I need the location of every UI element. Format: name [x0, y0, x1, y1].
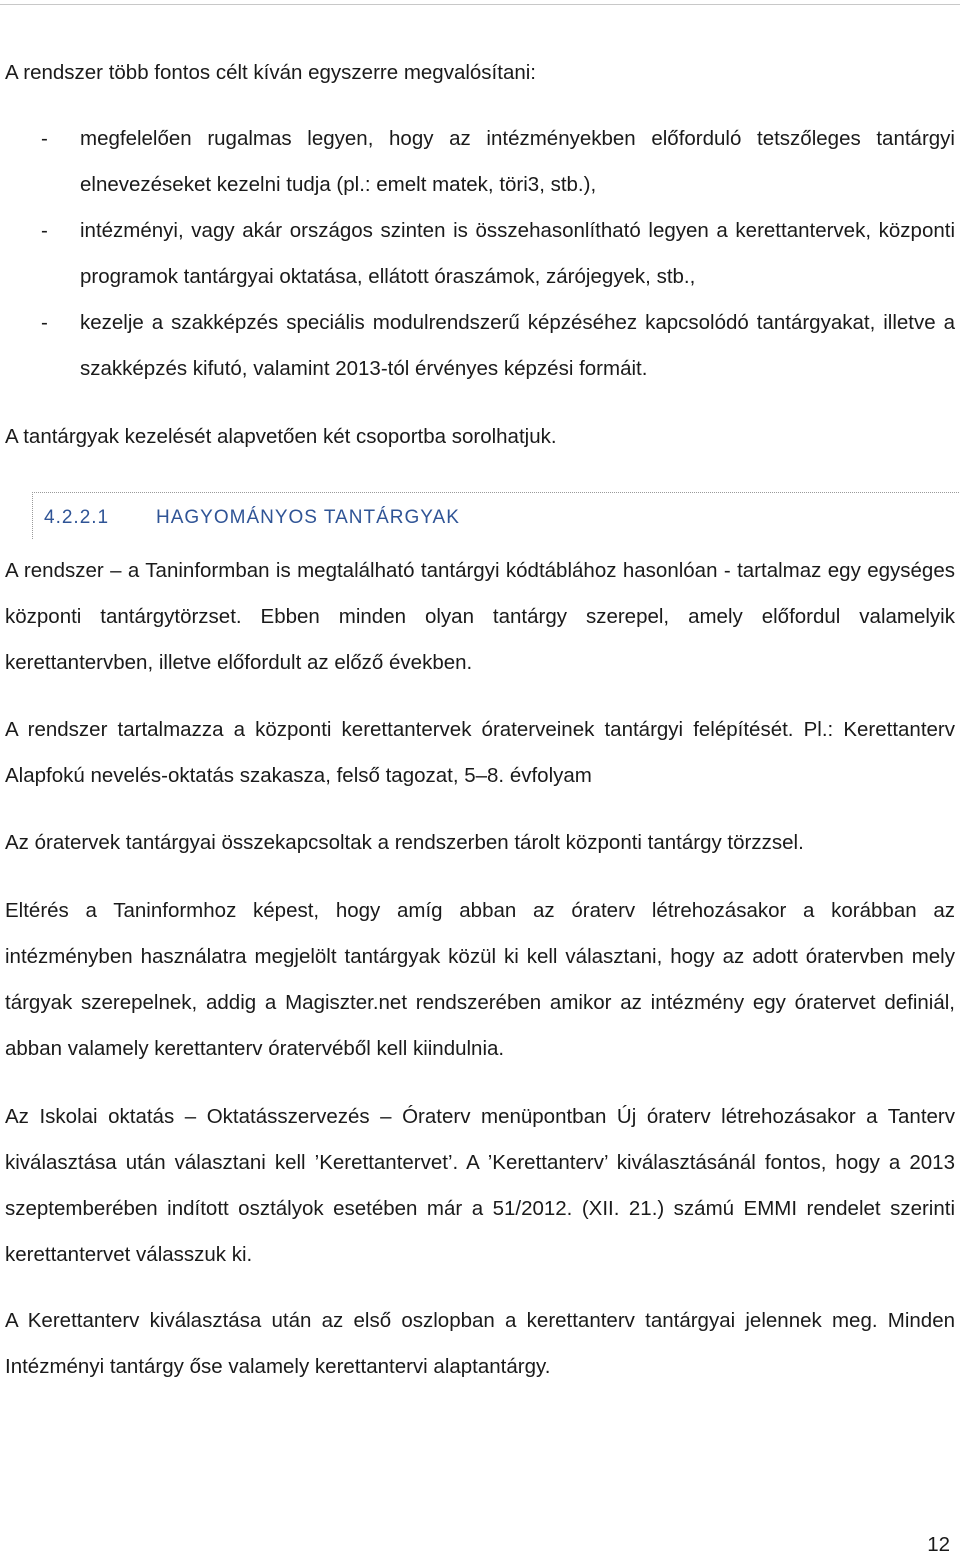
- section-title: HAGYOMÁNYOS TANTÁRGYAK: [156, 507, 460, 528]
- paragraph: Eltérés a Taninformhoz képest, hogy amíg abban az óraterv létrehozásakor a korábban az intézményben használatra megjelölt tantárgyak közül ki kell választani, hogy az adott óratervben mely tárgyak szerepelnek, addig a Magiszter.net rendszerében amikor az intézmény egy óratervet definiál, abban valamely kerettanterv óratervéből kell kiindulnia.: [5, 899, 955, 1060]
- paragraph: A rendszer – a Taninformban is megtalálható tantárgyi kódtáblához hasonlóan - tartalmaz egy egységes központi tantárgytörzset. Ebben minden olyan tantárgy szerepel, amely előfordul valamelyik kerettantervben, illetve előfordult az előző években.: [5, 559, 955, 674]
- list-marker: -: [41, 127, 48, 150]
- section-number: 4.2.2.1: [44, 507, 110, 528]
- list-item-text: kezelje a szakképzés speciális modulrendszerű képzéséhez kapcsolódó tantárgyakat, illetve a szakképzés kifutó, valamint 2013-tól érvényes képzési formáit.: [80, 311, 955, 380]
- section-heading: [44, 496, 460, 540]
- intro-text: A rendszer több fontos célt kíván egyszerre megvalósítani:: [5, 61, 536, 84]
- header-rule: [0, 4, 960, 5]
- paragraph: A Kerettanterv kiválasztása után az első oszlopban a kerettanterv tantárgyai jelennek meg. Minden Intézményi tantárgy őse valamely kerettantervi alaptantárgy.: [5, 1309, 955, 1378]
- list-item: [5, 208, 955, 300]
- list-item: [5, 116, 955, 208]
- groups-sentence: A tantárgyak kezelését alapvetően két csoportba sorolhatjuk.: [5, 425, 557, 448]
- paragraph: Az Iskolai oktatás – Oktatásszervezés – Óraterv menüpontban Új óraterv létrehozásakor a Tanterv kiválasztása után választani kell ’Kerettantervet’. A ’Kerettanterv’ kiválasztásánál fontos, hogy a 2013 szeptemberében indított osztályok esetében már a 51/2012. (XII. 21.) számú EMMI rendelet szerinti kerettantervet válasszuk ki.: [5, 1105, 955, 1266]
- list-item-text: megfelelően rugalmas legyen, hogy az intézményekben előforduló tetszőleges tantárgyi elnevezéseket kezelni tudja (pl.: emelt matek, töri3, stb.),: [80, 127, 955, 196]
- list-item: [5, 300, 955, 392]
- list-marker: -: [41, 311, 48, 334]
- list-item-text: intézményi, vagy akár országos szinten is összehasonlítható legyen a kerettantervek, központi programok tantárgyai oktatása, ellátott óraszámok, zárójegyek, stb.,: [80, 219, 955, 288]
- paragraph: A rendszer tartalmazza a központi kerettantervek óraterveinek tantárgyi felépítését. Pl.: Kerettanterv Alapfokú nevelés-oktatás szakasza, felső tagozat, 5–8. évfolyam: [5, 718, 955, 787]
- list-marker: -: [41, 219, 48, 242]
- page-number: 12: [927, 1533, 950, 1556]
- paragraph: Az óratervek tantárgyai összekapcsoltak a rendszerben tárolt központi tantárgy törzzsel.: [5, 831, 804, 854]
